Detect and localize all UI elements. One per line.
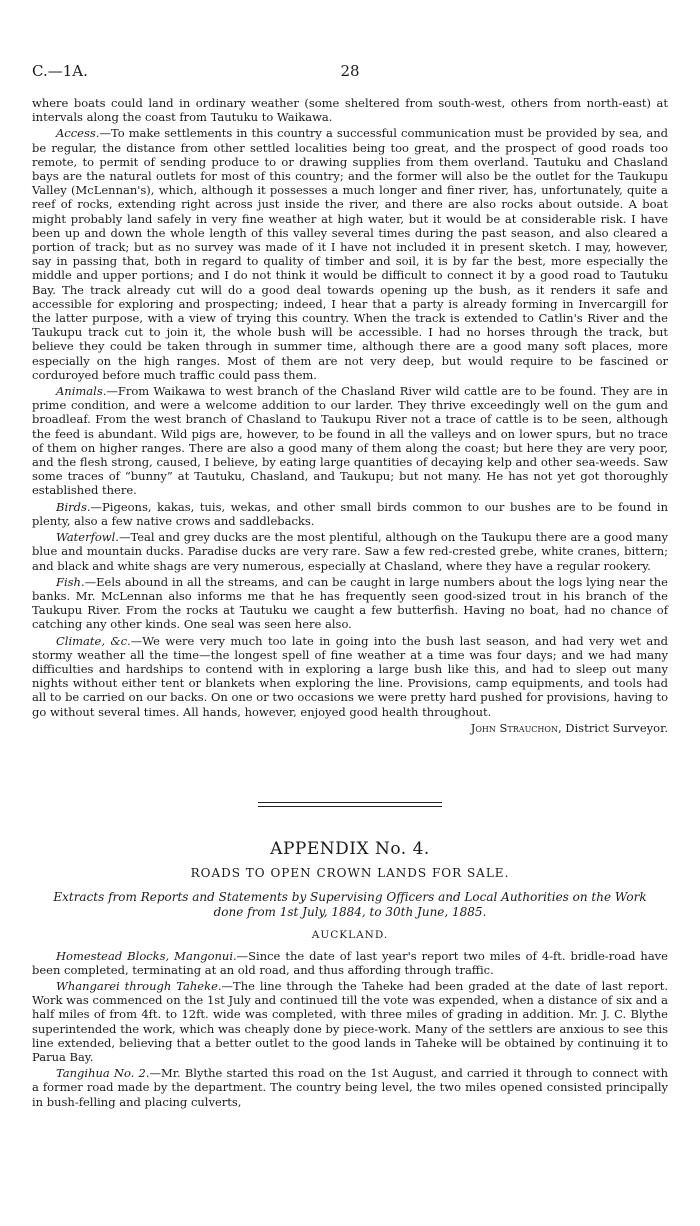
paragraph-tangihua: [32, 1066, 668, 1109]
section-divider-bottom: [258, 806, 442, 807]
paragraph-text: —Eels abound in all the streams, and can be caught in large numbers about the logs lying near the banks. Mr. McLennan also informs me that he has frequently seen good-sized trout in his branch of the Taukupu River. From the rocks at Tautuku we caught a few butterfish. Having no boat, had no chance of catching any other kinds. One seal was seen here also.: [32, 574, 668, 632]
page-header: [32, 62, 668, 82]
paragraph-lead: Tangihua No. 2.: [56, 1066, 150, 1081]
paragraph-fish: [32, 575, 668, 632]
paragraph-lead: Fish.: [56, 574, 85, 589]
paragraph-text: —The line through the Taheke had been graded at the date of last report. Work was commenced on the 1st July and continued till the vote was expended, when a distance of six and a half miles of from 4ft. to 12ft. wide was completed, with three miles of grading in addition. Mr. J. C. Blythe superintended the work, which was cheaply done by piece-work. Many of the settlers are anxious to see this line extended, believing that a better outlet to the good lands in Taheke will be obtained by continuing it to Parua Bay.: [32, 979, 668, 1065]
paragraph-text: —From Waikawa to west branch of the Chasland River wild cattle are to be found. They are in prime condition, and were a welcome addition to our larder. They thrive exceedingly well on the gum and broadleaf. From the west branch of Chasland to Taukupu River not a trace of cattle is to be seen, although the feed is abundant. Wild pigs are, however, to be found in all the valleys and on lower spurs, but no trace of them on higher ranges. There are also a good many of them along the coast; but here they are very poor, and the flesh strong, caused, I believe, by eating large quantities of decaying kelp and other sea-weeds. Saw some traces of “bunny” at Tautuku, Chasland, and Taukupu; but not many. He has not yet got thoroughly established there.: [32, 384, 668, 498]
appendix-subtitle: ROADS TO OPEN CROWN LANDS FOR SALE.: [190, 866, 510, 881]
region-heading: AUCKLAND.: [311, 929, 389, 942]
appendix-section: [32, 839, 668, 1111]
paragraph-lead: Waterfowl.: [56, 530, 119, 545]
paragraph-text: —We were very much too late in going into the bush last season, and had very wet and stormy weather all the time—the longest spell of fine weather at a time was four days; and we had many difficulties and hardships to contend with in exploring a large bush like this, and had to sleep out many nights without either tent or blankets when exploring the line. Provisions, camp equipments, and tools had all to be carried on our backs. On one or two occasions we were pretty hard pushed for provisions, having to go without several times. All hands, however, enjoyed good health throughout.: [32, 633, 668, 719]
paragraph-text: —Teal and grey ducks are the most plentiful, although on the Taukupu there are a good many blue and mountain ducks. Paradise ducks are very rare. Saw a few red-crested grebe, white cranes, bittern; and black and white shags are very numerous, especially at Chasland, where they have a regular rookery.: [32, 530, 668, 573]
paragraph-mangonui: [32, 949, 668, 977]
appendix-extract-heading: Extracts from Reports and Statements by Supervising Officers and Local Authorities on the Work done from 1st July, 1884, to 30th June, 1885.: [53, 890, 647, 920]
paragraph-text: —Since the date of last year's report two miles of 4-ft. bridle-road have been completed, terminating at an old road, and thus affording through traffic.: [32, 948, 668, 977]
section-divider-top: [258, 802, 442, 803]
paragraph-text: —To make settlements in this country a successful communication must be provided by sea, and be regular, the distance from other settled localities being too great, and the prospect of good roads too remote, to permit of sending produce to or drawing supplies from them overland. Tautuku and Chasland bays are the natural outlets for most of this country; and the former will also be the outlet for the Taukupu Valley (McLennan's), which, although it possesses a much longer and finer river, has, unfortunately, quite a reef of rocks, extending right across just inside the river, and there are also rocks about outside. A boat might probably land safely in very fine weather at high water, but it would be at considerable risk. I have been up and down the whole length of this valley several times during the past season, and also cleared a portion of track; but as no survey was made of it I have not included it in present sketch. I may, however, say in passing that, both in regard to quality of timber and soil, it is by far the best, more especially the middle and upper portions; and I do not think it would be difficult to connect it by a good road to Tautuku Bay. The track already cut will do a good deal towards opening up the bush, as it renders it safe and accessible for exploring and prospecting; indeed, I hear that a party is already forming in Invercargill for the latter purpose, with a view of trying this country. When the track is extended to Catlin's River and the Taukupu track cut to join it, the whole bush will be accessible. I had no horses through the track, but believe they could be taken through in summer time, although there are a good many soft places, more especially on the high ranges. Most of them are not very deep, but would require to be fascined or corduroyed before much traffic could pass them.: [32, 126, 668, 382]
paragraph-lead: Access.: [56, 126, 100, 141]
paragraph-whangarei: [32, 979, 668, 1064]
paragraph-lead: Whangarei through Taheke.: [56, 979, 222, 994]
paragraph-lead: Birds.: [56, 499, 91, 514]
appendix-title: APPENDIX No. 4.: [270, 839, 430, 859]
paragraph-lead: Homestead Blocks, Mangonui.: [56, 948, 237, 963]
paragraph-text: —Pigeons, kakas, tuis, wekas, and other small birds common to our bushes are to be found in plenty, also a few native crows and saddlebacks.: [32, 499, 668, 528]
paragraph-waterfowl: [32, 530, 668, 573]
signature-title: , District Surveyor.: [557, 720, 668, 735]
document-reference: C.—1A.: [32, 62, 88, 80]
signature-name: John Strauchon: [470, 720, 558, 735]
signature: [32, 721, 668, 735]
paragraph-lead: Climate, &c.: [56, 633, 131, 648]
paragraph-climate: [32, 634, 668, 719]
paragraph-birds: [32, 500, 668, 528]
paragraph-continuation: where boats could land in ordinary weather (some sheltered from south-west, others from north-east) at intervals along the coast from Tautuku to Waikawa.: [32, 96, 668, 125]
paragraph-access: [32, 126, 668, 382]
page-number: 28: [340, 62, 360, 80]
report-body: [32, 96, 668, 737]
paragraph-text: —Mr. Blythe started this road on the 1st August, and carried it through to connect with a former road made by the department. The country being level, the two miles opened consisted principally in bush-felling and placing culverts,: [32, 1066, 668, 1109]
paragraph-animals: [32, 384, 668, 498]
paragraph-lead: Animals.: [56, 384, 107, 399]
